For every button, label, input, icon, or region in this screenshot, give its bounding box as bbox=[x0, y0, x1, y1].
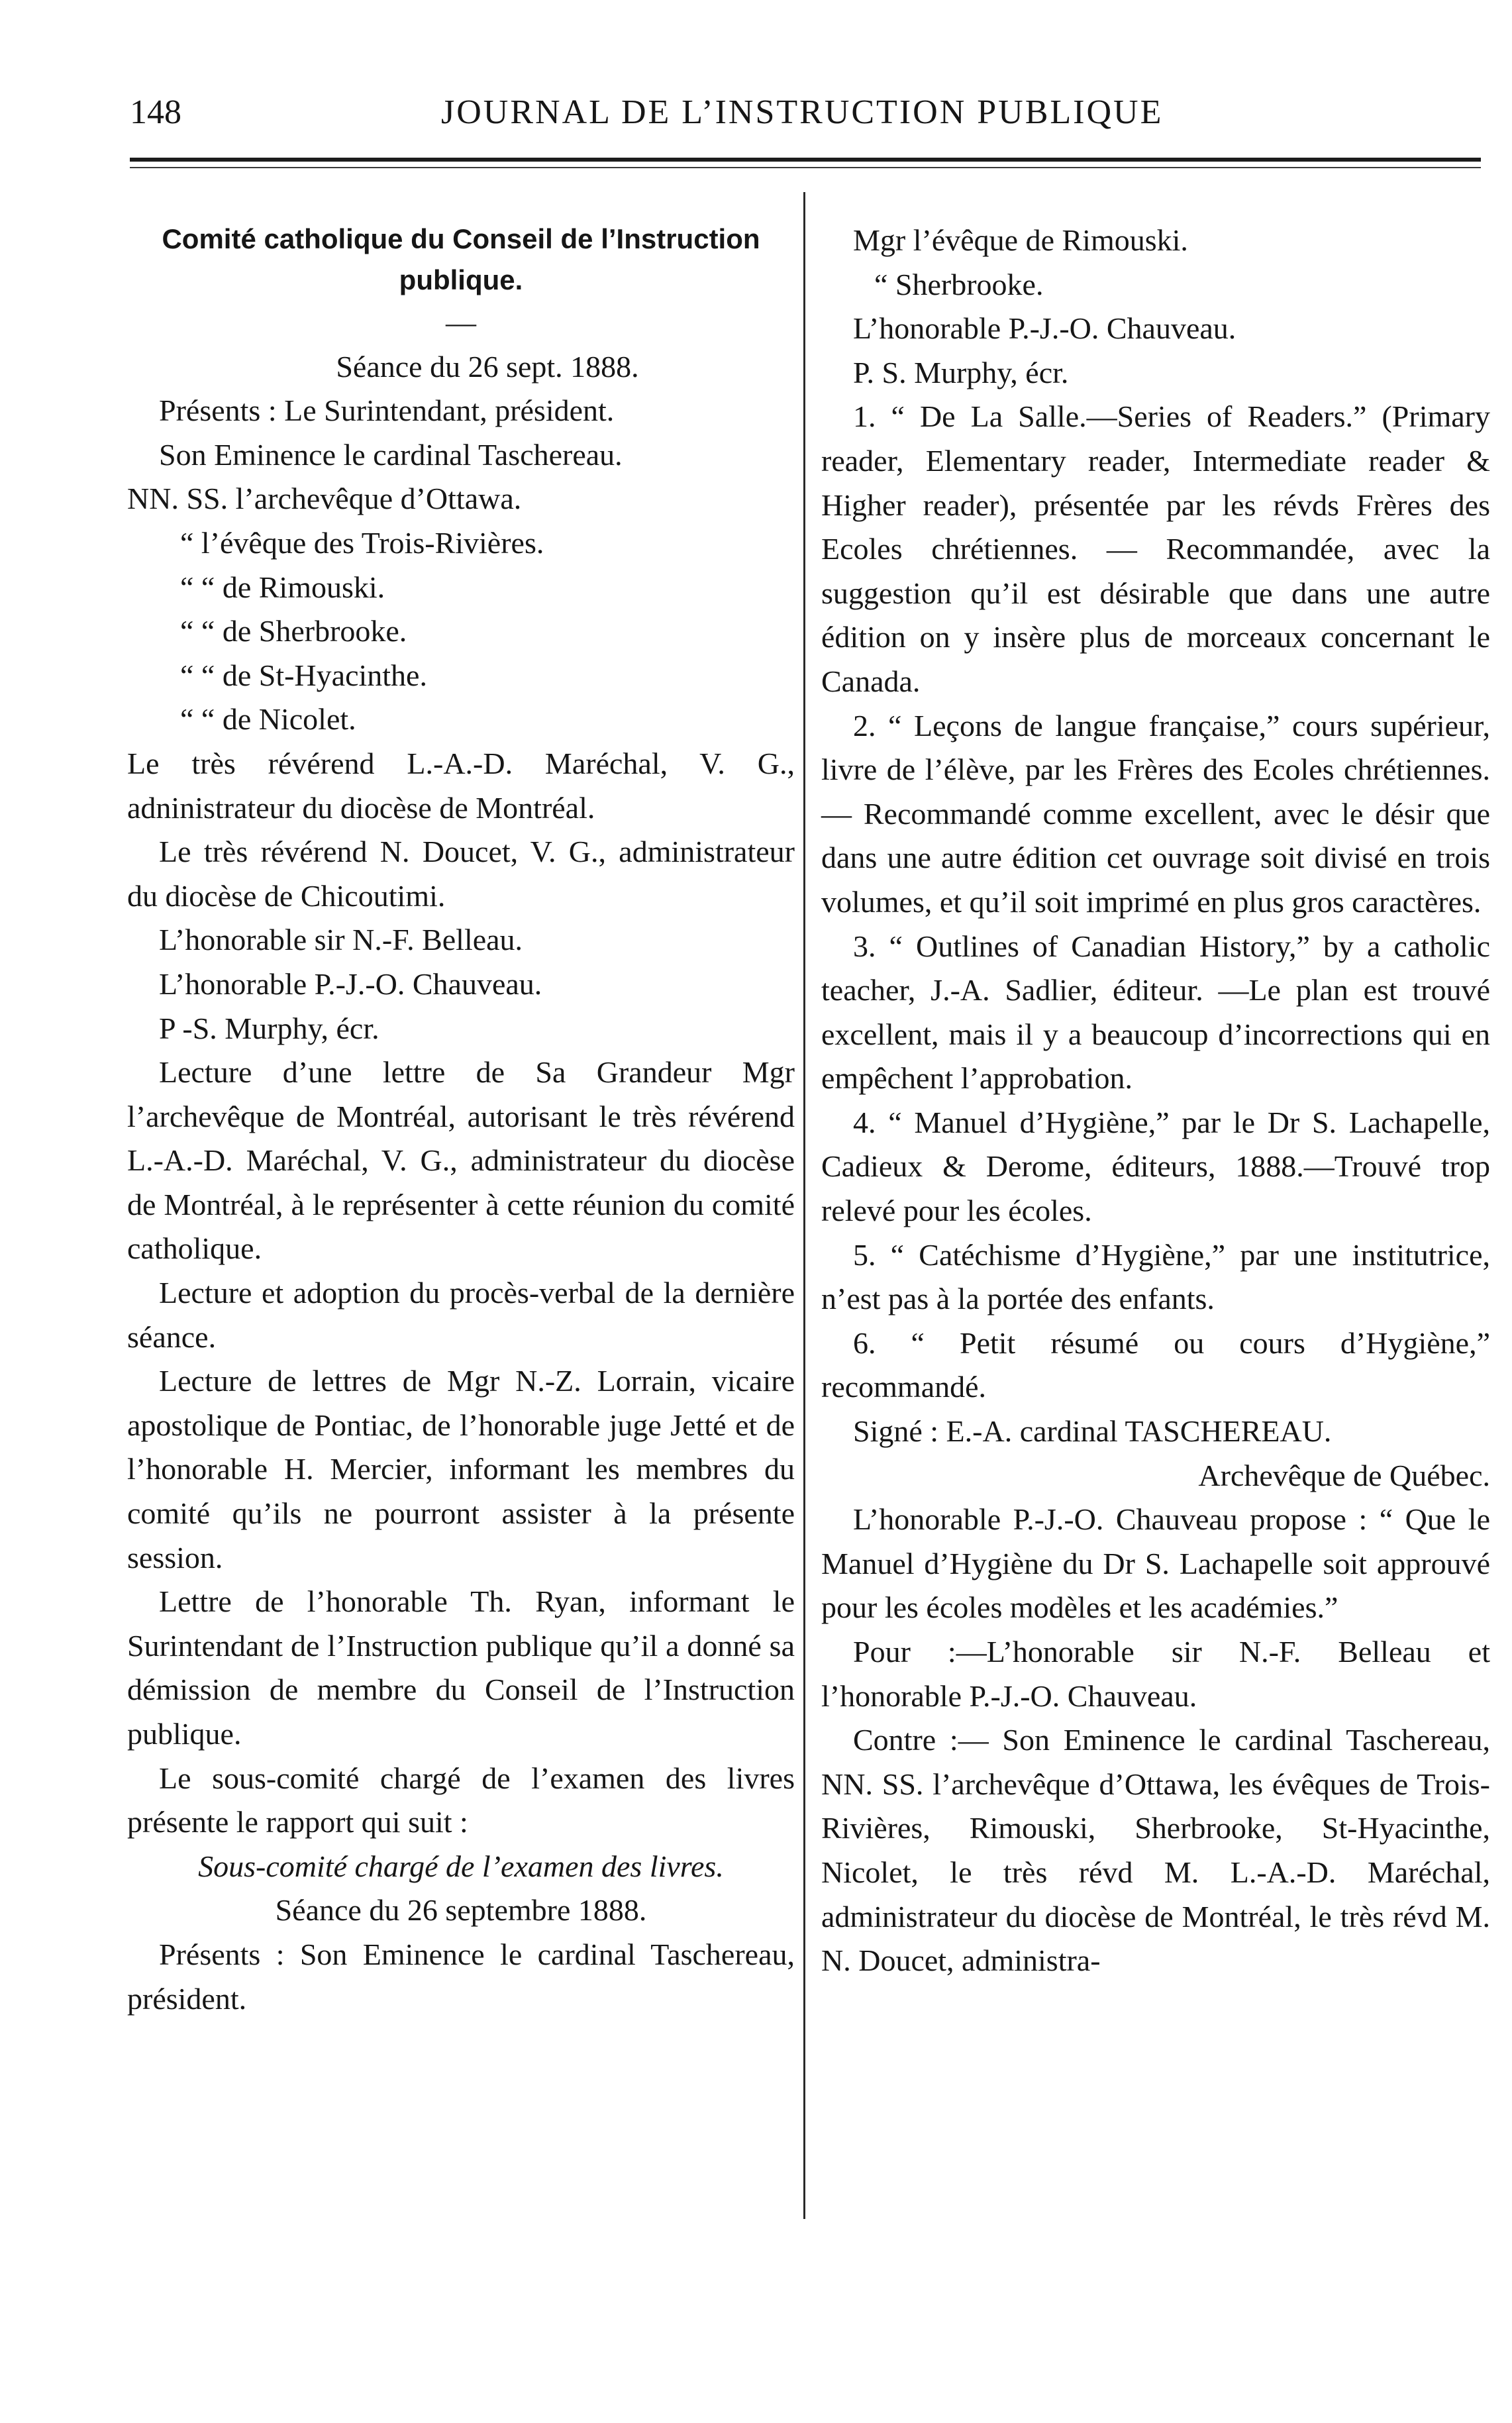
attendee-line: P -S. Murphy, écr. bbox=[159, 1011, 379, 1045]
paragraph: Pour :—L’honorable sir N.-F. Belleau et l’honorable P.-J.-O. Chauveau. bbox=[821, 1635, 1490, 1713]
subcommittee-heading: Sous-comité chargé de l’examen des livres. bbox=[198, 1849, 724, 1883]
report-item: 1. “ De La Salle.—Series of Readers.” (Primary reader, Elementary reader, Intermediate reader & Higher reader), présentée par les révds Frères des Ecoles chrétiennes. — Recommandée, avec la suggestion qu’il est désirable que dans une autre édition on y insère plus de morceaux concernant le Canada. bbox=[821, 399, 1490, 698]
paragraph: Présents : Le Surintendant, président. bbox=[159, 393, 615, 428]
attendee-line: Le très révérend N. Doucet, V. G., administrateur du diocèse de Chicoutimi. bbox=[127, 835, 795, 913]
page-header bbox=[130, 85, 1446, 144]
attendee-line: Le très révérend L.-A.-D. Maréchal, V. G., adninistrateur du diocèse de Montréal. bbox=[127, 746, 795, 825]
attendee-line: “ Sherbrooke. bbox=[874, 267, 1044, 301]
paragraph: Lecture d’une lettre de Sa Grandeur Mgr l’archevêque de Montréal, autorisant le très révérend L.-A.-D. Maréchal, V. G., administrateur du diocèse de Montréal, à le représenter à cette réunion du comité catholique. bbox=[127, 1055, 795, 1266]
report-item: 4. “ Manuel d’Hygiène,” par le Dr S. Lachapelle, Cadieux & Derome, éditeurs, 1888.—Trouvé trop relevé pour les écoles. bbox=[821, 1105, 1490, 1228]
paragraph: L’honorable P.-J.-O. Chauveau propose : “ Que le Manuel d’Hygiène du Dr S. Lachapelle soit approuvé pour les écoles modèles et les académies.” bbox=[821, 1502, 1490, 1625]
left-column bbox=[127, 219, 795, 2021]
attendee-line: Mgr l’évêque de Rimouski. bbox=[853, 223, 1188, 257]
subcommittee-date: Séance du 26 septembre 1888. bbox=[275, 1893, 647, 1928]
running-title: JOURNAL DE L’INSTRUCTION PUBLIQUE bbox=[441, 93, 1164, 131]
attendee-line: “ “ de Rimouski. bbox=[180, 570, 385, 604]
meeting-date: Séance du 26 sept. 1888. bbox=[336, 349, 639, 384]
paragraph: Présents : Son Eminence le cardinal Taschereau, président. bbox=[127, 1937, 795, 2016]
attendee-line: “ “ de St-Hyacinthe. bbox=[180, 658, 427, 692]
header-rule-thin bbox=[130, 167, 1481, 168]
signature: Signé : E.-A. cardinal TASCHEREAU. bbox=[853, 1414, 1332, 1449]
attendee-line: “ l’évêque des Trois-Rivières. bbox=[180, 525, 544, 560]
attendee-line: Son Eminence le cardinal Taschereau. bbox=[159, 437, 623, 472]
report-item: 6. “ Petit résumé ou cours d’Hygiène,” recommandé. bbox=[821, 1325, 1490, 1404]
report-item: 3. “ Outlines of Canadian History,” by a catholic teacher, J.-A. Sadlier, éditeur. —Le plan est trouvé excellent, mais il y a beaucoup d’incorrections qui en empêchent l’approbation. bbox=[821, 929, 1490, 1096]
right-column bbox=[821, 219, 1490, 1983]
report-item: 5. “ Catéchisme d’Hygiène,” par une institutrice, n’est pas à la portée des enfants. bbox=[821, 1237, 1490, 1316]
attendee-line: L’honorable P.-J.-O. Chauveau. bbox=[159, 966, 542, 1001]
attendee-line: “ “ de Nicolet. bbox=[180, 702, 356, 737]
paragraph: Lettre de l’honorable Th. Ryan, informant le Surintendant de l’Instruction publique qu’il a donné sa démission de membre du Conseil de l’Instruction publique. bbox=[127, 1584, 795, 1751]
attendee-line: P. S. Murphy, écr. bbox=[853, 355, 1069, 389]
paragraph: Lecture de lettres de Mgr N.-Z. Lorrain, vicaire apostolique de Pontiac, de l’honorable juge Jetté et de l’honorable H. Mercier, informant les membres du comité qu’ils ne pourront assister à la présente session. bbox=[127, 1364, 795, 1574]
heading-dash: — bbox=[446, 305, 476, 339]
attendee-line: “ “ de Sherbrooke. bbox=[180, 614, 407, 648]
page-number: 148 bbox=[130, 93, 181, 131]
report-item: 2. “ Leçons de langue française,” cours supérieur, livre de l’élève, par les Frères des Ecoles chrétiennes.— Recommandé comme excellent, avec le désir que dans une autre édition cet ouvrage soit divisé en trois volumes, et qu’il soit imprimé en plus gros caractères. bbox=[821, 708, 1490, 919]
attendee-line: L’honorable sir N.-F. Belleau. bbox=[159, 923, 523, 957]
signature-title: Archevêque de Québec. bbox=[1198, 1458, 1490, 1492]
paragraph: Contre :— Son Eminence le cardinal Taschereau, NN. SS. l’archevêque d’Ottawa, les évêques de Trois-Rivières, Rimouski, Sherbrooke, St-Hyacinthe, Nicolet, le très révd M. L.-A.-D. Maréchal, administrateur du diocèse de Montréal, le très révd M. N. Doucet, administra- bbox=[821, 1723, 1490, 1978]
paragraph: Lecture et adoption du procès-verbal de la dernière séance. bbox=[127, 1276, 795, 1354]
section-heading: Comité catholique du Conseil de l’Instruction publique. bbox=[162, 223, 760, 295]
header-rule bbox=[130, 158, 1481, 162]
column-divider bbox=[803, 192, 805, 2219]
attendee-line: NN. SS. l’archevêque d’Ottawa. bbox=[127, 482, 522, 516]
attendee-line: L’honorable P.-J.-O. Chauveau. bbox=[853, 311, 1236, 346]
paragraph: Le sous-comité chargé de l’examen des livres présente le rapport qui suit : bbox=[127, 1761, 795, 1839]
